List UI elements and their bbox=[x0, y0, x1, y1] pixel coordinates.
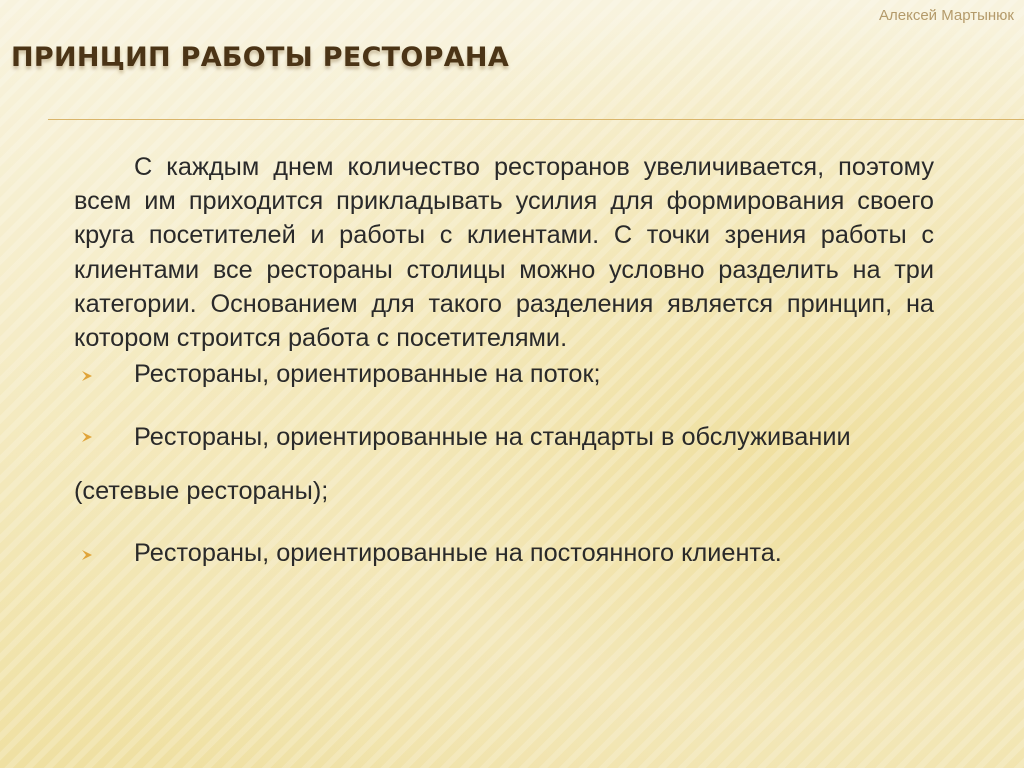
arrowhead-bullet-icon bbox=[80, 430, 94, 444]
list-item bbox=[74, 538, 934, 568]
list-item-text: Рестораны, ориентированные на поток; bbox=[134, 360, 601, 389]
author-name: Алексей Мартынюк bbox=[879, 7, 1014, 24]
slide-title: ПРИНЦИП РАБОТЫ РЕСТОРАНА bbox=[11, 42, 510, 73]
arrowhead-bullet-icon bbox=[80, 548, 94, 562]
slide-body bbox=[74, 150, 934, 568]
title-divider bbox=[48, 119, 1024, 120]
list-item bbox=[74, 359, 934, 389]
list-item bbox=[74, 410, 934, 518]
intro-paragraph: С каждым днем количество ресторанов увеличивается, поэтому всем им приходится прикладывать усилия для формирования своего круга посетителей и работы с клиентами. С точки зрения работы с клиентами все рестораны столицы можно условно разделить на три категории. Основанием для такого разделения является принцип, на котором строится работа с посетителями. bbox=[74, 153, 934, 353]
category-list bbox=[74, 359, 934, 568]
list-item-text: Рестораны, ориентированные на постоянного клиента. bbox=[134, 539, 782, 568]
arrowhead-bullet-icon bbox=[80, 369, 94, 383]
list-item-text: Рестораны, ориентированные на стандарты в обслуживании (сетевые рестораны); bbox=[74, 423, 851, 506]
